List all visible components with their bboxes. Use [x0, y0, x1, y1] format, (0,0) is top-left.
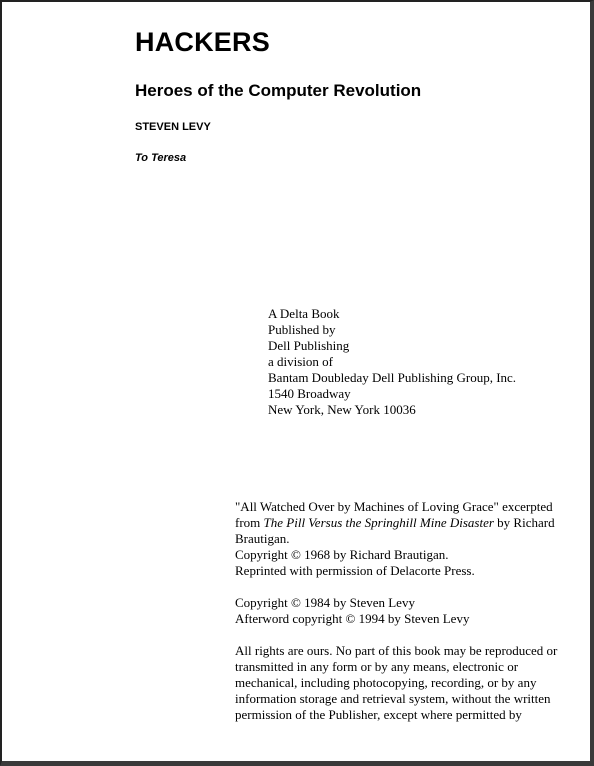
rights-line: All rights are ours. No part of this book may be reproduced or — [235, 643, 558, 658]
excerpt-from: from — [235, 515, 264, 530]
excerpt-line: Copyright © 1968 by Richard Brautigan. — [235, 547, 449, 562]
credits-block — [235, 499, 575, 723]
publisher-line: New York, New York 10036 — [268, 402, 416, 417]
publisher-line: Dell Publishing — [268, 338, 350, 353]
rights-line: transmitted in any form or by any means, electronic or — [235, 659, 519, 674]
publisher-line: a division of — [268, 354, 333, 369]
excerpt-line: "All Watched Over by Machines of Loving Grace" excerpted — [235, 499, 553, 514]
excerpt-line: Reprinted with permission of Delacorte Press. — [235, 563, 475, 578]
copyright-line: Afterword copyright © 1994 by Steven Levy — [235, 611, 470, 626]
book-title: HACKERS — [135, 27, 270, 57]
publisher-line: 1540 Broadway — [268, 386, 351, 401]
publisher-line: Bantam Doubleday Dell Publishing Group, Inc. — [268, 370, 517, 385]
copyright-line: Copyright © 1984 by Steven Levy — [235, 595, 415, 610]
book-subtitle: Heroes of the Computer Revolution — [135, 81, 422, 100]
excerpt-by: by Richard — [493, 515, 555, 530]
excerpt-source-title: The Pill Versus the Springhill Mine Disaster — [263, 515, 494, 530]
rights-line: permission of the Publisher, except where permitted by — [235, 707, 522, 722]
dedication: To Teresa — [135, 152, 187, 164]
excerpt-line: Brautigan. — [235, 531, 290, 546]
author-name: STEVEN LEVY — [135, 121, 211, 133]
publisher-block — [268, 306, 516, 418]
publisher-line: Published by — [268, 322, 336, 337]
paragraph-gap — [235, 627, 575, 643]
paragraph-gap — [235, 579, 575, 595]
excerpt-line — [235, 515, 575, 531]
rights-line: mechanical, including photocopying, recording, or by any — [235, 675, 537, 690]
publisher-line: A Delta Book — [268, 306, 340, 321]
rights-line: information storage and retrieval system, without the written — [235, 691, 551, 706]
